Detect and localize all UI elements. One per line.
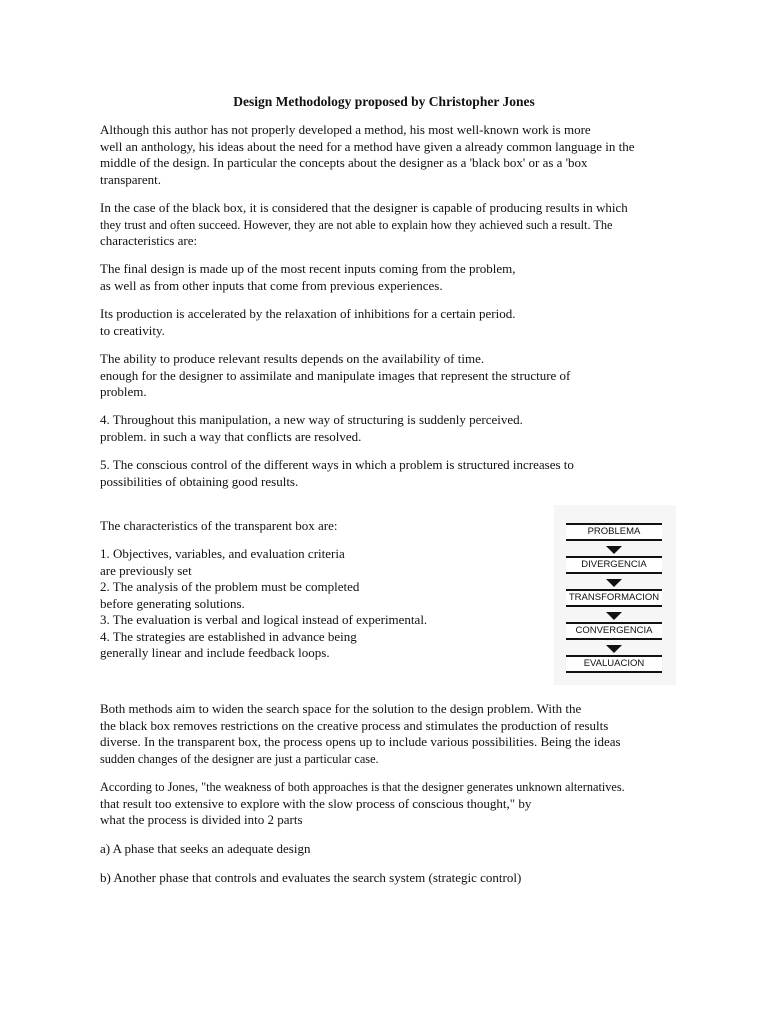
text-line: problem.: [100, 384, 147, 399]
text-line: they trust and often succeed. However, they are not able to explain how they achieved such a result. The: [100, 217, 613, 232]
text-line: problem. in such a way that conflicts are resolved.: [100, 428, 362, 444]
text-line: In the case of the black box, it is considered that the designer is capable of producing results in which: [100, 200, 628, 215]
text-line: sudden changes of the designer are just a particular case.: [100, 751, 379, 766]
both-methods-paragraph: [100, 701, 621, 767]
black-box-item-5: [100, 457, 574, 490]
down-arrow-icon: [606, 546, 622, 554]
stage-evaluacion: EVALUACION: [566, 655, 662, 673]
list-item: 1. Objectives, variables, and evaluation criteria: [100, 546, 345, 561]
intro-paragraph: [100, 122, 635, 188]
list-item: are previously set: [100, 562, 192, 578]
text-line: Its production is accelerated by the relaxation of inhibitions for a certain period.: [100, 306, 516, 321]
black-box-intro-paragraph: [100, 200, 628, 250]
stage-convergencia: CONVERGENCIA: [566, 622, 662, 640]
text-line: The characteristics of the transparent box are:: [100, 518, 338, 533]
list-item: before generating solutions.: [100, 595, 245, 611]
list-item: 3. The evaluation is verbal and logical instead of experimental.: [100, 612, 428, 627]
text-line: Both methods aim to widen the search space for the solution to the design problem. With the: [100, 701, 582, 716]
text-line: possibilities of obtaining good results.: [100, 473, 299, 489]
text-line: characteristics are:: [100, 233, 198, 248]
text-line: 5. The conscious control of the different ways in which a problem is structured increases to: [100, 457, 574, 472]
stage-problema: PROBLEMA: [566, 523, 662, 541]
text-line: what the process is divided into 2 parts: [100, 812, 303, 827]
text-line: diverse. In the transparent box, the process opens up to include various possibilities. Being the ideas: [100, 734, 621, 749]
text-line: enough for the designer to assimilate and manipulate images that represent the structure of: [100, 367, 571, 383]
transparent-box-list: [100, 546, 427, 662]
text-line: well an anthology, his ideas about the need for a method have given a already common language in the: [100, 138, 635, 154]
text-line: as well as from other inputs that come from previous experiences.: [100, 277, 443, 293]
document-title: Design Methodology proposed by Christopher Jones: [233, 94, 535, 109]
list-item: generally linear and include feedback loops.: [100, 645, 330, 660]
stage-divergencia: DIVERGENCIA: [566, 556, 662, 574]
down-arrow-icon: [606, 579, 622, 587]
stage-transformacion: TRANSFORMACION: [566, 589, 662, 607]
jones-quote-paragraph: [100, 779, 625, 829]
text-line: b) Another phase that controls and evaluates the search system (strategic control): [100, 870, 522, 885]
black-box-item-4: [100, 412, 523, 445]
transparent-box-intro: [100, 518, 338, 535]
process-diagram: [554, 505, 676, 685]
text-line: The ability to produce relevant results depends on the availability of time.: [100, 351, 485, 366]
text-line: transparent.: [100, 171, 162, 187]
text-line: a) A phase that seeks an adequate design: [100, 841, 311, 856]
list-item: 4. The strategies are established in advance being: [100, 628, 357, 644]
text-line: Although this author has not properly developed a method, his most well-known work is more: [100, 122, 591, 137]
text-line: According to Jones, "the weakness of both approaches is that the designer generates unknown alternatives.: [100, 780, 625, 794]
down-arrow-icon: [606, 645, 622, 653]
list-item: 2. The analysis of the problem must be completed: [100, 579, 360, 594]
down-arrow-icon: [606, 612, 622, 620]
text-line: 4. Throughout this manipulation, a new way of structuring is suddenly perceived.: [100, 412, 523, 427]
phase-a: [100, 841, 310, 858]
text-line: middle of the design. In particular the concepts about the designer as a 'black box' or as a 'box: [100, 155, 588, 170]
black-box-item-1: [100, 261, 516, 294]
black-box-item-2: [100, 306, 516, 339]
text-line: The final design is made up of the most recent inputs coming from the problem,: [100, 261, 516, 276]
black-box-item-3: [100, 351, 570, 401]
text-line: to creativity.: [100, 322, 165, 338]
text-line: the black box removes restrictions on the creative process and stimulates the production of results: [100, 717, 609, 733]
text-line: that result too extensive to explore with the slow process of conscious thought," by: [100, 795, 532, 811]
phase-b: [100, 870, 521, 887]
